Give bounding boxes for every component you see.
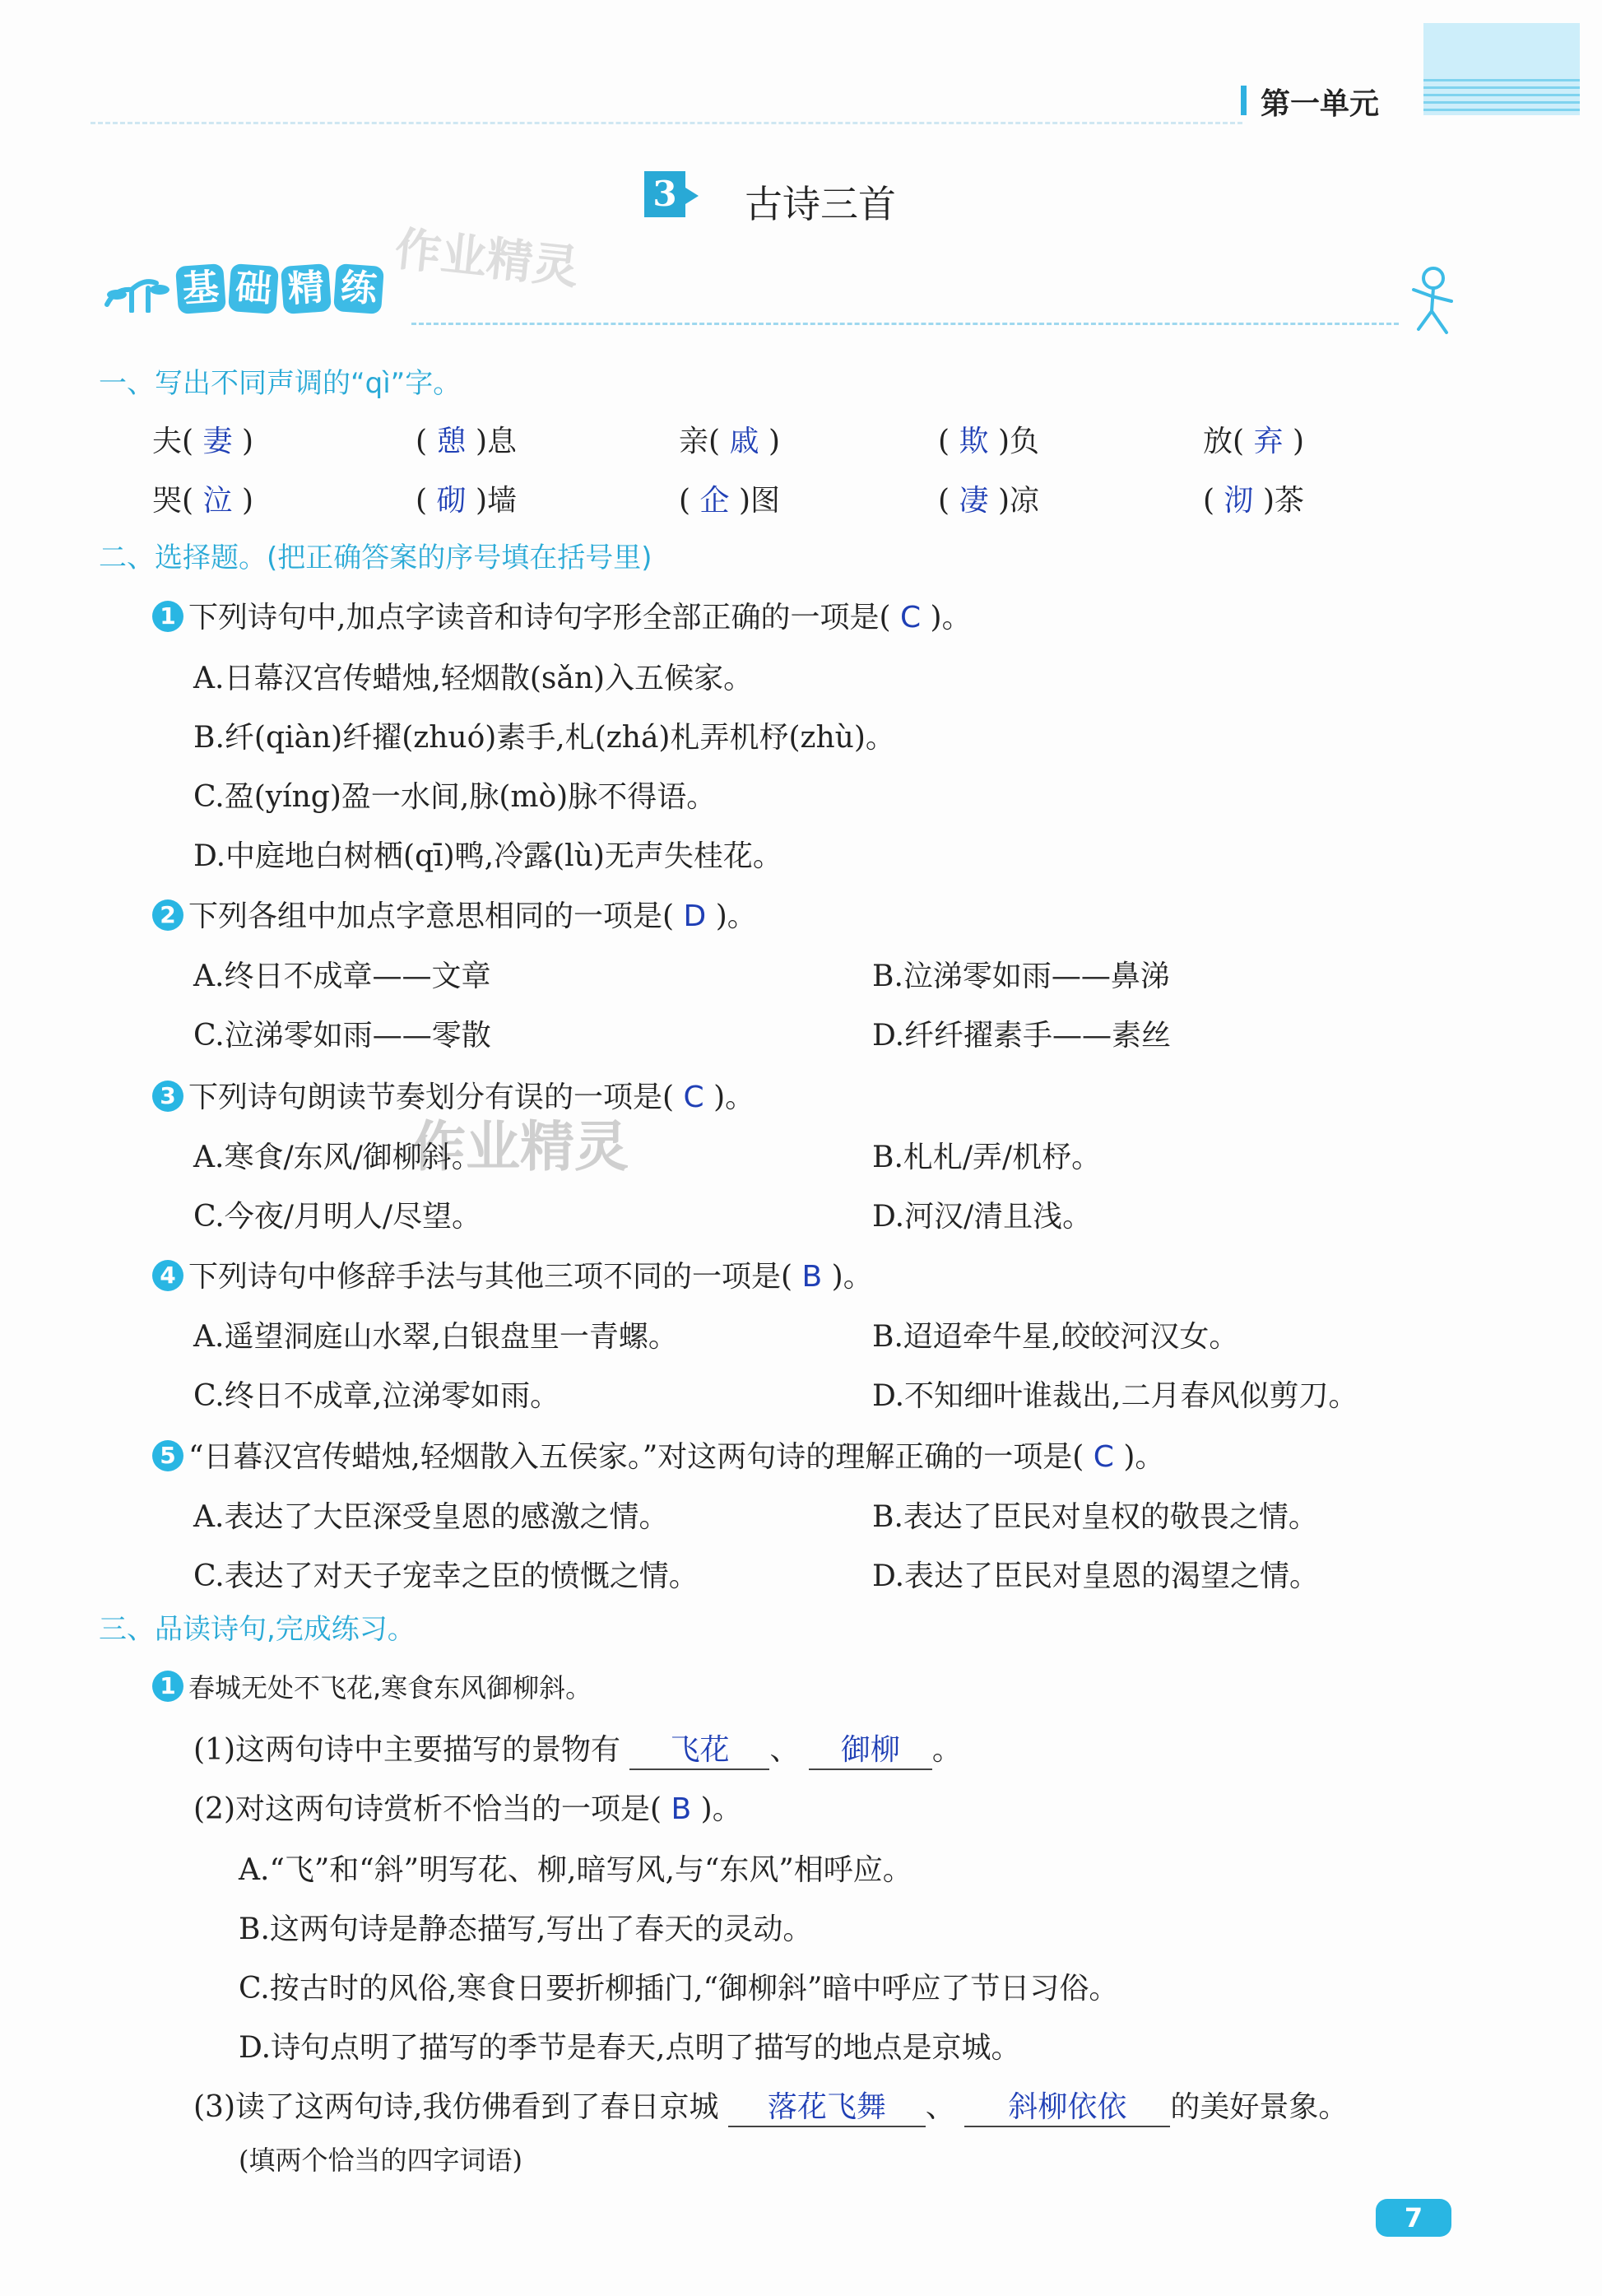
fill-item: 夫( 妻 ) <box>152 425 254 458</box>
option: B.纤(qiàn)纤擢(zhuó)素手,札(zhá)札弄机杼(zhù)。 <box>193 721 895 755</box>
lesson-title: 古诗三首 <box>745 182 896 226</box>
fill-item: ( 砌 )墙 <box>416 484 518 518</box>
question-2: 2 下列各组中加点字意思相同的一项是( D )。 <box>152 893 757 935</box>
option: B.这两句诗是静态描写,写出了春天的灵动。 <box>239 1913 813 1946</box>
section-banner <box>177 265 383 313</box>
fill-item: ( 憩 )息 <box>416 425 518 458</box>
option: D.中庭地白树栖(qī)鸭,冷露(lù)无声失桂花。 <box>193 839 782 873</box>
option: C.终日不成章,泣涕零如雨。 <box>193 1379 560 1413</box>
answer: C <box>1093 1440 1114 1474</box>
option: A.寒食/东风/御柳斜。 <box>193 1141 481 1174</box>
corner-stripes <box>1423 79 1580 115</box>
option: C.按古时的风俗,寒食日要折柳插门,“御柳斜”暗中呼应了节日习俗。 <box>239 1972 1119 2006</box>
question-number-icon: 3 <box>152 1081 183 1112</box>
option: B.迢迢牵牛星,皎皎河汉女。 <box>872 1320 1239 1354</box>
answer: 弃 <box>1253 425 1284 458</box>
section1-heading: 一、写出不同声调的“qì”字。 <box>99 367 462 400</box>
subquestion-2: (2)对这两句诗赏析不恰当的一项是( B )。 <box>193 1792 742 1826</box>
option: D.河汉/清且浅。 <box>872 1200 1093 1234</box>
fill-item: ( 企 )图 <box>679 484 781 518</box>
answer: B <box>801 1260 823 1294</box>
unit-label: 第一单元 <box>1261 87 1380 121</box>
question-4: 4 下列诗句中修辞手法与其他三项不同的一项是( B )。 <box>152 1253 873 1295</box>
answer: D <box>683 899 707 933</box>
answer: 妻 <box>202 425 233 458</box>
watermark: 作业精灵 <box>392 222 582 295</box>
option: C.表达了对天子宠幸之臣的愤慨之情。 <box>193 1559 699 1593</box>
question-number-icon: 1 <box>152 1671 183 1702</box>
option: B.札札/弄/机杼。 <box>872 1141 1102 1174</box>
question-3: 3 下列诗句朗读节奏划分有误的一项是( C )。 <box>152 1074 755 1116</box>
stick-figure-icon <box>1399 263 1465 337</box>
answer: C <box>899 601 922 634</box>
banner-char: 精 <box>281 263 332 314</box>
badge-tail <box>685 188 699 204</box>
fill-item: ( 凄 )凉 <box>938 484 1040 518</box>
fill-item: ( 沏 )茶 <box>1203 484 1305 518</box>
fill-item: 亲( 戚 ) <box>679 425 781 458</box>
answer: 砌 <box>436 484 467 518</box>
option: D.不知细叶谁裁出,二月春风似剪刀。 <box>872 1379 1358 1413</box>
answer: 欺 <box>959 425 989 458</box>
banner-char: 础 <box>228 263 279 314</box>
answer: C <box>683 1081 704 1114</box>
subquestion-1: (1)这两句诗中主要描写的景物有 飞花 、 御柳 。 <box>193 1727 962 1770</box>
answer: 泣 <box>202 484 233 518</box>
option: A.“飞”和“斜”明写花、柳,暗写风,与“东风”相呼应。 <box>239 1853 912 1887</box>
question-number-icon: 4 <box>152 1260 183 1291</box>
option: D.纤纤擢素手——素丝 <box>872 1019 1172 1053</box>
option: B.表达了臣民对皇权的敬畏之情。 <box>872 1500 1318 1534</box>
option: D.诗句点明了描写的季节是春天,点明了描写的地点是京城。 <box>239 2031 1021 2065</box>
banner-divider <box>411 323 1399 325</box>
subquestion-3: (3)读了这两句诗,我仿佛看到了春日京城 落花飞舞 、 斜柳依依 的美好景象。 <box>193 2084 1348 2127</box>
answer: 企 <box>699 484 730 518</box>
answer-blank: 飞花 <box>629 1727 769 1770</box>
answer: B <box>671 1792 692 1826</box>
section3-heading: 三、品读诗句,完成练习。 <box>99 1613 416 1646</box>
fill-item: 哭( 泣 ) <box>152 484 254 518</box>
answer: 戚 <box>729 425 759 458</box>
subquestion-3-note: (填两个恰当的四字词语) <box>239 2145 522 2176</box>
watermark: 作业精灵 <box>411 1115 629 1178</box>
answer: 憩 <box>436 425 467 458</box>
option: A.日幕汉宫传蜡烛,轻烟散(sǎn)入五候家。 <box>193 662 754 695</box>
question-5: 5 “日暮汉宫传蜡烛,轻烟散入五侯家。”对这两句诗的理解正确的一项是( C )。 <box>152 1434 1164 1476</box>
question-number-icon: 1 <box>152 601 183 632</box>
answer: 沏 <box>1224 484 1254 518</box>
banner-char: 基 <box>175 263 226 314</box>
banner-char: 练 <box>333 263 384 314</box>
fill-item: 放( 弃 ) <box>1203 425 1305 458</box>
fill-item: ( 欺 )负 <box>938 425 1040 458</box>
unit-marker <box>1241 86 1247 115</box>
sprout-icon <box>99 272 173 313</box>
option: A.终日不成章——文章 <box>193 960 491 993</box>
answer: 凄 <box>959 484 989 518</box>
lesson-number-badge: 3 <box>644 171 685 217</box>
question-1: 1 下列诗句中,加点字读音和诗句字形全部正确的一项是( C )。 <box>152 594 972 636</box>
answer-blank: 斜柳依依 <box>964 2084 1170 2127</box>
option: C.盈(yíng)盈一水间,脉(mò)脉不得语。 <box>193 780 717 814</box>
page-number: 7 <box>1376 2199 1451 2237</box>
option: A.表达了大臣深受皇恩的感激之情。 <box>193 1500 669 1534</box>
option: C.今夜/月明人/尽望。 <box>193 1200 481 1234</box>
option: D.表达了臣民对皇恩的渴望之情。 <box>872 1559 1320 1593</box>
question-number-icon: 5 <box>152 1440 183 1471</box>
section2-heading: 二、选择题。(把正确答案的序号填在括号里) <box>99 541 652 574</box>
option: C.泣涕零如雨——零散 <box>193 1019 491 1053</box>
answer-blank: 御柳 <box>809 1727 932 1770</box>
question-number-icon: 2 <box>152 899 183 931</box>
header-divider <box>91 122 1242 124</box>
answer-blank: 落花飞舞 <box>728 2084 926 2127</box>
option: B.泣涕零如雨——鼻涕 <box>872 960 1170 993</box>
option: A.遥望洞庭山水翠,白银盘里一青螺。 <box>193 1320 678 1354</box>
poem-line: 1 春城无处不飞花,寒食东风御柳斜。 <box>152 1667 592 1705</box>
